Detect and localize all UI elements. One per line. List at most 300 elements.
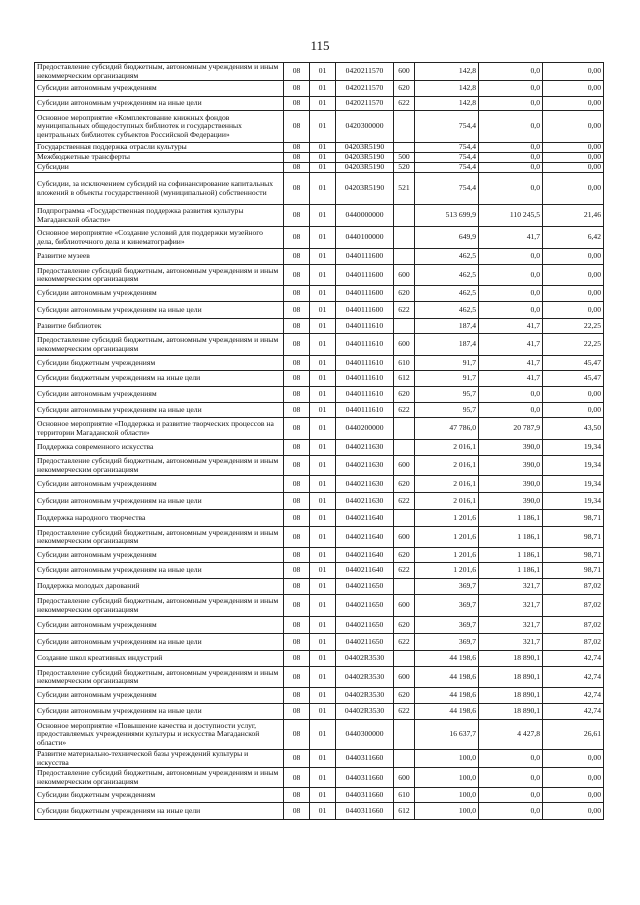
target-article: 04402R3530 xyxy=(336,704,394,720)
planned-amount: 369,7 xyxy=(415,595,479,617)
executed-amount: 41,7 xyxy=(479,319,543,334)
row-name: Поддержка народного творчества xyxy=(35,510,284,527)
execution-percent: 0,00 xyxy=(543,803,604,820)
execution-percent: 19,34 xyxy=(543,476,604,493)
expense-type: 520 xyxy=(394,163,415,173)
table-row xyxy=(35,493,604,510)
planned-amount: 16 637,7 xyxy=(415,720,479,750)
planned-amount: 2 016,1 xyxy=(415,440,479,456)
chapter-code: 08 xyxy=(284,371,310,387)
table-row xyxy=(35,334,604,356)
target-article: 0440211630 xyxy=(336,493,394,510)
execution-percent: 0,00 xyxy=(543,81,604,97)
chapter-code: 08 xyxy=(284,319,310,334)
target-article: 04402R3530 xyxy=(336,688,394,704)
executed-amount: 1 186,1 xyxy=(479,510,543,527)
target-article: 0440311660 xyxy=(336,768,394,788)
subsection-code: 01 xyxy=(310,493,336,510)
table-row xyxy=(35,456,604,476)
chapter-code: 08 xyxy=(284,788,310,803)
planned-amount: 369,7 xyxy=(415,634,479,651)
chapter-code: 08 xyxy=(284,81,310,97)
budget-table xyxy=(34,62,604,820)
execution-percent: 0,00 xyxy=(543,286,604,302)
execution-percent: 19,34 xyxy=(543,493,604,510)
planned-amount: 187,4 xyxy=(415,334,479,356)
target-article: 04203R5190 xyxy=(336,163,394,173)
executed-amount: 0,0 xyxy=(479,143,543,153)
target-article: 04203R5190 xyxy=(336,143,394,153)
executed-amount: 321,7 xyxy=(479,595,543,617)
target-article: 0440111610 xyxy=(336,403,394,418)
row-name: Субсидии xyxy=(35,163,284,173)
row-name: Субсидии бюджетным учреждениям на иные цели xyxy=(35,803,284,820)
target-article: 0440211650 xyxy=(336,579,394,595)
row-name: Субсидии автономным учреждениям на иные цели xyxy=(35,634,284,651)
chapter-code: 08 xyxy=(284,387,310,403)
target-article: 0440211640 xyxy=(336,510,394,527)
table-row xyxy=(35,302,604,319)
expense-type: 620 xyxy=(394,548,415,563)
expense-type: 622 xyxy=(394,563,415,579)
chapter-code: 08 xyxy=(284,476,310,493)
executed-amount: 0,0 xyxy=(479,173,543,205)
planned-amount: 649,9 xyxy=(415,227,479,249)
executed-amount: 0,0 xyxy=(479,750,543,768)
table-row xyxy=(35,704,604,720)
chapter-code: 08 xyxy=(284,334,310,356)
subsection-code: 01 xyxy=(310,387,336,403)
target-article: 0440311660 xyxy=(336,750,394,768)
table-row xyxy=(35,286,604,302)
executed-amount: 390,0 xyxy=(479,476,543,493)
chapter-code: 08 xyxy=(284,750,310,768)
execution-percent: 0,00 xyxy=(543,249,604,265)
row-name: Субсидии автономным учреждениям на иные цели xyxy=(35,97,284,111)
table-row xyxy=(35,510,604,527)
row-name: Создание школ креативных индустрий xyxy=(35,651,284,667)
planned-amount: 100,0 xyxy=(415,803,479,820)
executed-amount: 1 186,1 xyxy=(479,563,543,579)
expense-type: 521 xyxy=(394,173,415,205)
executed-amount: 0,0 xyxy=(479,788,543,803)
subsection-code: 01 xyxy=(310,334,336,356)
subsection-code: 01 xyxy=(310,440,336,456)
executed-amount: 0,0 xyxy=(479,387,543,403)
chapter-code: 08 xyxy=(284,143,310,153)
planned-amount: 1 201,6 xyxy=(415,563,479,579)
planned-amount: 100,0 xyxy=(415,788,479,803)
planned-amount: 462,5 xyxy=(415,249,479,265)
table-row xyxy=(35,81,604,97)
row-name: Субсидии автономным учреждениям на иные цели xyxy=(35,403,284,418)
expense-type xyxy=(394,750,415,768)
subsection-code: 01 xyxy=(310,286,336,302)
expense-type: 600 xyxy=(394,527,415,548)
table-row xyxy=(35,173,604,205)
planned-amount: 1 201,6 xyxy=(415,527,479,548)
planned-amount: 95,7 xyxy=(415,387,479,403)
executed-amount: 0,0 xyxy=(479,803,543,820)
chapter-code: 08 xyxy=(284,302,310,319)
expense-type: 600 xyxy=(394,63,415,81)
chapter-code: 08 xyxy=(284,493,310,510)
expense-type xyxy=(394,418,415,440)
target-article: 04402R3530 xyxy=(336,667,394,688)
row-name: Субсидии автономным учреждениям xyxy=(35,548,284,563)
expense-type xyxy=(394,249,415,265)
subsection-code: 01 xyxy=(310,205,336,227)
row-name: Субсидии бюджетным учреждениям на иные цели xyxy=(35,371,284,387)
executed-amount: 41,7 xyxy=(479,371,543,387)
execution-percent: 26,61 xyxy=(543,720,604,750)
executed-amount: 41,7 xyxy=(479,227,543,249)
table-row xyxy=(35,476,604,493)
chapter-code: 08 xyxy=(284,667,310,688)
target-article: 0440100000 xyxy=(336,227,394,249)
chapter-code: 08 xyxy=(284,579,310,595)
row-name: Субсидии автономным учреждениям xyxy=(35,286,284,302)
planned-amount: 2 016,1 xyxy=(415,493,479,510)
execution-percent: 98,71 xyxy=(543,527,604,548)
chapter-code: 08 xyxy=(284,527,310,548)
target-article: 0440111600 xyxy=(336,302,394,319)
executed-amount: 0,0 xyxy=(479,163,543,173)
execution-percent: 0,00 xyxy=(543,97,604,111)
expense-type: 600 xyxy=(394,265,415,286)
expense-type: 620 xyxy=(394,688,415,704)
execution-percent: 42,74 xyxy=(543,688,604,704)
execution-percent: 22,25 xyxy=(543,334,604,356)
execution-percent: 87,02 xyxy=(543,634,604,651)
subsection-code: 01 xyxy=(310,750,336,768)
execution-percent: 42,74 xyxy=(543,704,604,720)
subsection-code: 01 xyxy=(310,81,336,97)
row-name: Основное мероприятие «Повышение качества и доступности услуг, предоставляемых учреждениями культуры и искусства Магаданской области» xyxy=(35,720,284,750)
chapter-code: 08 xyxy=(284,356,310,371)
execution-percent: 19,34 xyxy=(543,440,604,456)
table-row xyxy=(35,617,604,634)
target-article: 0440000000 xyxy=(336,205,394,227)
row-name: Субсидии автономным учреждениям на иные цели xyxy=(35,302,284,319)
subsection-code: 01 xyxy=(310,688,336,704)
table-row xyxy=(35,205,604,227)
target-article: 04402R3530 xyxy=(336,651,394,667)
execution-percent: 87,02 xyxy=(543,617,604,634)
row-name: Основное мероприятие «Создание условий для поддержки музейного дела, библиотечного дела и кинематографии» xyxy=(35,227,284,249)
subsection-code: 01 xyxy=(310,173,336,205)
executed-amount: 1 186,1 xyxy=(479,548,543,563)
executed-amount: 321,7 xyxy=(479,617,543,634)
target-article: 0440111600 xyxy=(336,249,394,265)
execution-percent: 6,42 xyxy=(543,227,604,249)
executed-amount: 321,7 xyxy=(479,634,543,651)
expense-type: 622 xyxy=(394,302,415,319)
subsection-code: 01 xyxy=(310,563,336,579)
row-name: Предоставление субсидий бюджетным, автономным учреждениям и иным некоммерческим организациям xyxy=(35,768,284,788)
expense-type: 622 xyxy=(394,704,415,720)
executed-amount: 18 890,1 xyxy=(479,651,543,667)
expense-type: 600 xyxy=(394,595,415,617)
target-article: 04203R5190 xyxy=(336,153,394,163)
row-name: Субсидии автономным учреждениям xyxy=(35,387,284,403)
row-name: Предоставление субсидий бюджетным, автономным учреждениям и иным некоммерческим организациям xyxy=(35,63,284,81)
execution-percent: 87,02 xyxy=(543,595,604,617)
target-article: 0420211570 xyxy=(336,63,394,81)
executed-amount: 0,0 xyxy=(479,768,543,788)
execution-percent: 0,00 xyxy=(543,750,604,768)
row-name: Предоставление субсидий бюджетным, автономным учреждениям и иным некоммерческим организациям xyxy=(35,456,284,476)
execution-percent: 0,00 xyxy=(543,265,604,286)
chapter-code: 08 xyxy=(284,456,310,476)
execution-percent: 0,00 xyxy=(543,788,604,803)
subsection-code: 01 xyxy=(310,510,336,527)
planned-amount: 1 201,6 xyxy=(415,548,479,563)
expense-type xyxy=(394,579,415,595)
target-article: 04203R5190 xyxy=(336,173,394,205)
planned-amount: 754,4 xyxy=(415,163,479,173)
expense-type: 622 xyxy=(394,97,415,111)
target-article: 0440111600 xyxy=(336,286,394,302)
subsection-code: 01 xyxy=(310,788,336,803)
subsection-code: 01 xyxy=(310,371,336,387)
executed-amount: 390,0 xyxy=(479,440,543,456)
target-article: 0440111610 xyxy=(336,319,394,334)
planned-amount: 142,8 xyxy=(415,81,479,97)
expense-type: 610 xyxy=(394,788,415,803)
subsection-code: 01 xyxy=(310,595,336,617)
table-row xyxy=(35,788,604,803)
page-number: 115 xyxy=(310,38,330,53)
execution-percent: 22,25 xyxy=(543,319,604,334)
chapter-code: 08 xyxy=(284,97,310,111)
executed-amount: 1 186,1 xyxy=(479,527,543,548)
table-row xyxy=(35,595,604,617)
subsection-code: 01 xyxy=(310,667,336,688)
executed-amount: 18 890,1 xyxy=(479,704,543,720)
expense-type: 622 xyxy=(394,403,415,418)
planned-amount: 2 016,1 xyxy=(415,456,479,476)
target-article: 0440211630 xyxy=(336,440,394,456)
chapter-code: 08 xyxy=(284,440,310,456)
expense-type xyxy=(394,319,415,334)
chapter-code: 08 xyxy=(284,704,310,720)
executed-amount: 18 890,1 xyxy=(479,667,543,688)
execution-percent: 19,34 xyxy=(543,456,604,476)
executed-amount: 4 427,8 xyxy=(479,720,543,750)
planned-amount: 462,5 xyxy=(415,286,479,302)
chapter-code: 08 xyxy=(284,418,310,440)
target-article: 0440111600 xyxy=(336,265,394,286)
planned-amount: 91,7 xyxy=(415,356,479,371)
execution-percent: 21,46 xyxy=(543,205,604,227)
table-row xyxy=(35,563,604,579)
chapter-code: 08 xyxy=(284,111,310,143)
planned-amount: 44 198,6 xyxy=(415,704,479,720)
planned-amount: 1 201,6 xyxy=(415,510,479,527)
table-row xyxy=(35,403,604,418)
target-article: 0440300000 xyxy=(336,720,394,750)
subsection-code: 01 xyxy=(310,356,336,371)
target-article: 0420211570 xyxy=(336,97,394,111)
subsection-code: 01 xyxy=(310,803,336,820)
subsection-code: 01 xyxy=(310,319,336,334)
subsection-code: 01 xyxy=(310,418,336,440)
planned-amount: 2 016,1 xyxy=(415,476,479,493)
chapter-code: 08 xyxy=(284,803,310,820)
planned-amount: 187,4 xyxy=(415,319,479,334)
table-row xyxy=(35,634,604,651)
planned-amount: 754,4 xyxy=(415,173,479,205)
row-name: Субсидии бюджетным учреждениям xyxy=(35,356,284,371)
subsection-code: 01 xyxy=(310,548,336,563)
expense-type: 600 xyxy=(394,768,415,788)
execution-percent: 0,00 xyxy=(543,387,604,403)
execution-percent: 0,00 xyxy=(543,302,604,319)
chapter-code: 08 xyxy=(284,403,310,418)
target-article: 0440111610 xyxy=(336,371,394,387)
target-article: 0420300000 xyxy=(336,111,394,143)
target-article: 0440311660 xyxy=(336,803,394,820)
executed-amount: 20 787,9 xyxy=(479,418,543,440)
expense-type: 620 xyxy=(394,81,415,97)
chapter-code: 08 xyxy=(284,688,310,704)
row-name: Развитие библиотек xyxy=(35,319,284,334)
row-name: Развитие материально-технической базы учреждений культуры и искусства xyxy=(35,750,284,768)
chapter-code: 08 xyxy=(284,63,310,81)
expense-type: 500 xyxy=(394,153,415,163)
chapter-code: 08 xyxy=(284,265,310,286)
chapter-code: 08 xyxy=(284,617,310,634)
expense-type: 600 xyxy=(394,334,415,356)
executed-amount: 390,0 xyxy=(479,456,543,476)
subsection-code: 01 xyxy=(310,651,336,667)
expense-type xyxy=(394,143,415,153)
row-name: Межбюджетные трансферты xyxy=(35,153,284,163)
subsection-code: 01 xyxy=(310,163,336,173)
executed-amount: 110 245,5 xyxy=(479,205,543,227)
chapter-code: 08 xyxy=(284,510,310,527)
execution-percent: 0,00 xyxy=(543,173,604,205)
chapter-code: 08 xyxy=(284,249,310,265)
planned-amount: 142,8 xyxy=(415,97,479,111)
chapter-code: 08 xyxy=(284,768,310,788)
table-row xyxy=(35,111,604,143)
executed-amount: 0,0 xyxy=(479,81,543,97)
row-name: Субсидии автономным учреждениям на иные цели xyxy=(35,704,284,720)
table-row xyxy=(35,63,604,81)
target-article: 0420211570 xyxy=(336,81,394,97)
executed-amount: 321,7 xyxy=(479,579,543,595)
target-article: 0440200000 xyxy=(336,418,394,440)
row-name: Субсидии автономным учреждениям xyxy=(35,617,284,634)
expense-type xyxy=(394,227,415,249)
row-name: Поддержка современного искусства xyxy=(35,440,284,456)
chapter-code: 08 xyxy=(284,563,310,579)
table-row xyxy=(35,803,604,820)
subsection-code: 01 xyxy=(310,617,336,634)
subsection-code: 01 xyxy=(310,227,336,249)
table-row xyxy=(35,319,604,334)
chapter-code: 08 xyxy=(284,634,310,651)
table-row xyxy=(35,548,604,563)
planned-amount: 44 198,6 xyxy=(415,667,479,688)
table-row xyxy=(35,527,604,548)
row-name: Предоставление субсидий бюджетным, автономным учреждениям и иным некоммерческим организациям xyxy=(35,265,284,286)
expense-type: 622 xyxy=(394,493,415,510)
table-row xyxy=(35,143,604,153)
row-name: Субсидии автономным учреждениям на иные цели xyxy=(35,563,284,579)
execution-percent: 0,00 xyxy=(543,768,604,788)
expense-type xyxy=(394,651,415,667)
target-article: 0440211640 xyxy=(336,548,394,563)
subsection-code: 01 xyxy=(310,63,336,81)
executed-amount: 390,0 xyxy=(479,493,543,510)
planned-amount: 100,0 xyxy=(415,768,479,788)
target-article: 0440111610 xyxy=(336,356,394,371)
row-name: Субсидии автономным учреждениям xyxy=(35,81,284,97)
execution-percent: 43,50 xyxy=(543,418,604,440)
target-article: 0440311660 xyxy=(336,788,394,803)
chapter-code: 08 xyxy=(284,153,310,163)
expense-type xyxy=(394,720,415,750)
table-row xyxy=(35,768,604,788)
table-row xyxy=(35,667,604,688)
row-name: Поддержка молодых дарований xyxy=(35,579,284,595)
planned-amount: 142,8 xyxy=(415,63,479,81)
subsection-code: 01 xyxy=(310,403,336,418)
planned-amount: 754,4 xyxy=(415,153,479,163)
planned-amount: 462,5 xyxy=(415,265,479,286)
expense-type: 620 xyxy=(394,476,415,493)
planned-amount: 91,7 xyxy=(415,371,479,387)
target-article: 0440111610 xyxy=(336,387,394,403)
subsection-code: 01 xyxy=(310,527,336,548)
planned-amount: 44 198,6 xyxy=(415,688,479,704)
table-row xyxy=(35,651,604,667)
subsection-code: 01 xyxy=(310,302,336,319)
row-name: Предоставление субсидий бюджетным, автономным учреждениям и иным некоммерческим организациям xyxy=(35,667,284,688)
row-name: Субсидии автономным учреждениям на иные цели xyxy=(35,493,284,510)
subsection-code: 01 xyxy=(310,704,336,720)
execution-percent: 0,00 xyxy=(543,63,604,81)
subsection-code: 01 xyxy=(310,579,336,595)
execution-percent: 45,47 xyxy=(543,371,604,387)
row-name: Субсидии бюджетным учреждениям xyxy=(35,788,284,803)
executed-amount: 0,0 xyxy=(479,63,543,81)
subsection-code: 01 xyxy=(310,476,336,493)
chapter-code: 08 xyxy=(284,651,310,667)
table-row xyxy=(35,387,604,403)
subsection-code: 01 xyxy=(310,111,336,143)
planned-amount: 100,0 xyxy=(415,750,479,768)
table-row xyxy=(35,356,604,371)
expense-type: 620 xyxy=(394,617,415,634)
subsection-code: 01 xyxy=(310,143,336,153)
expense-type: 620 xyxy=(394,286,415,302)
target-article: 0440211650 xyxy=(336,595,394,617)
target-article: 0440211650 xyxy=(336,617,394,634)
table-row xyxy=(35,579,604,595)
target-article: 0440111610 xyxy=(336,334,394,356)
planned-amount: 44 198,6 xyxy=(415,651,479,667)
executed-amount: 0,0 xyxy=(479,286,543,302)
table-row xyxy=(35,750,604,768)
subsection-code: 01 xyxy=(310,153,336,163)
expense-type xyxy=(394,111,415,143)
subsection-code: 01 xyxy=(310,634,336,651)
executed-amount: 0,0 xyxy=(479,249,543,265)
